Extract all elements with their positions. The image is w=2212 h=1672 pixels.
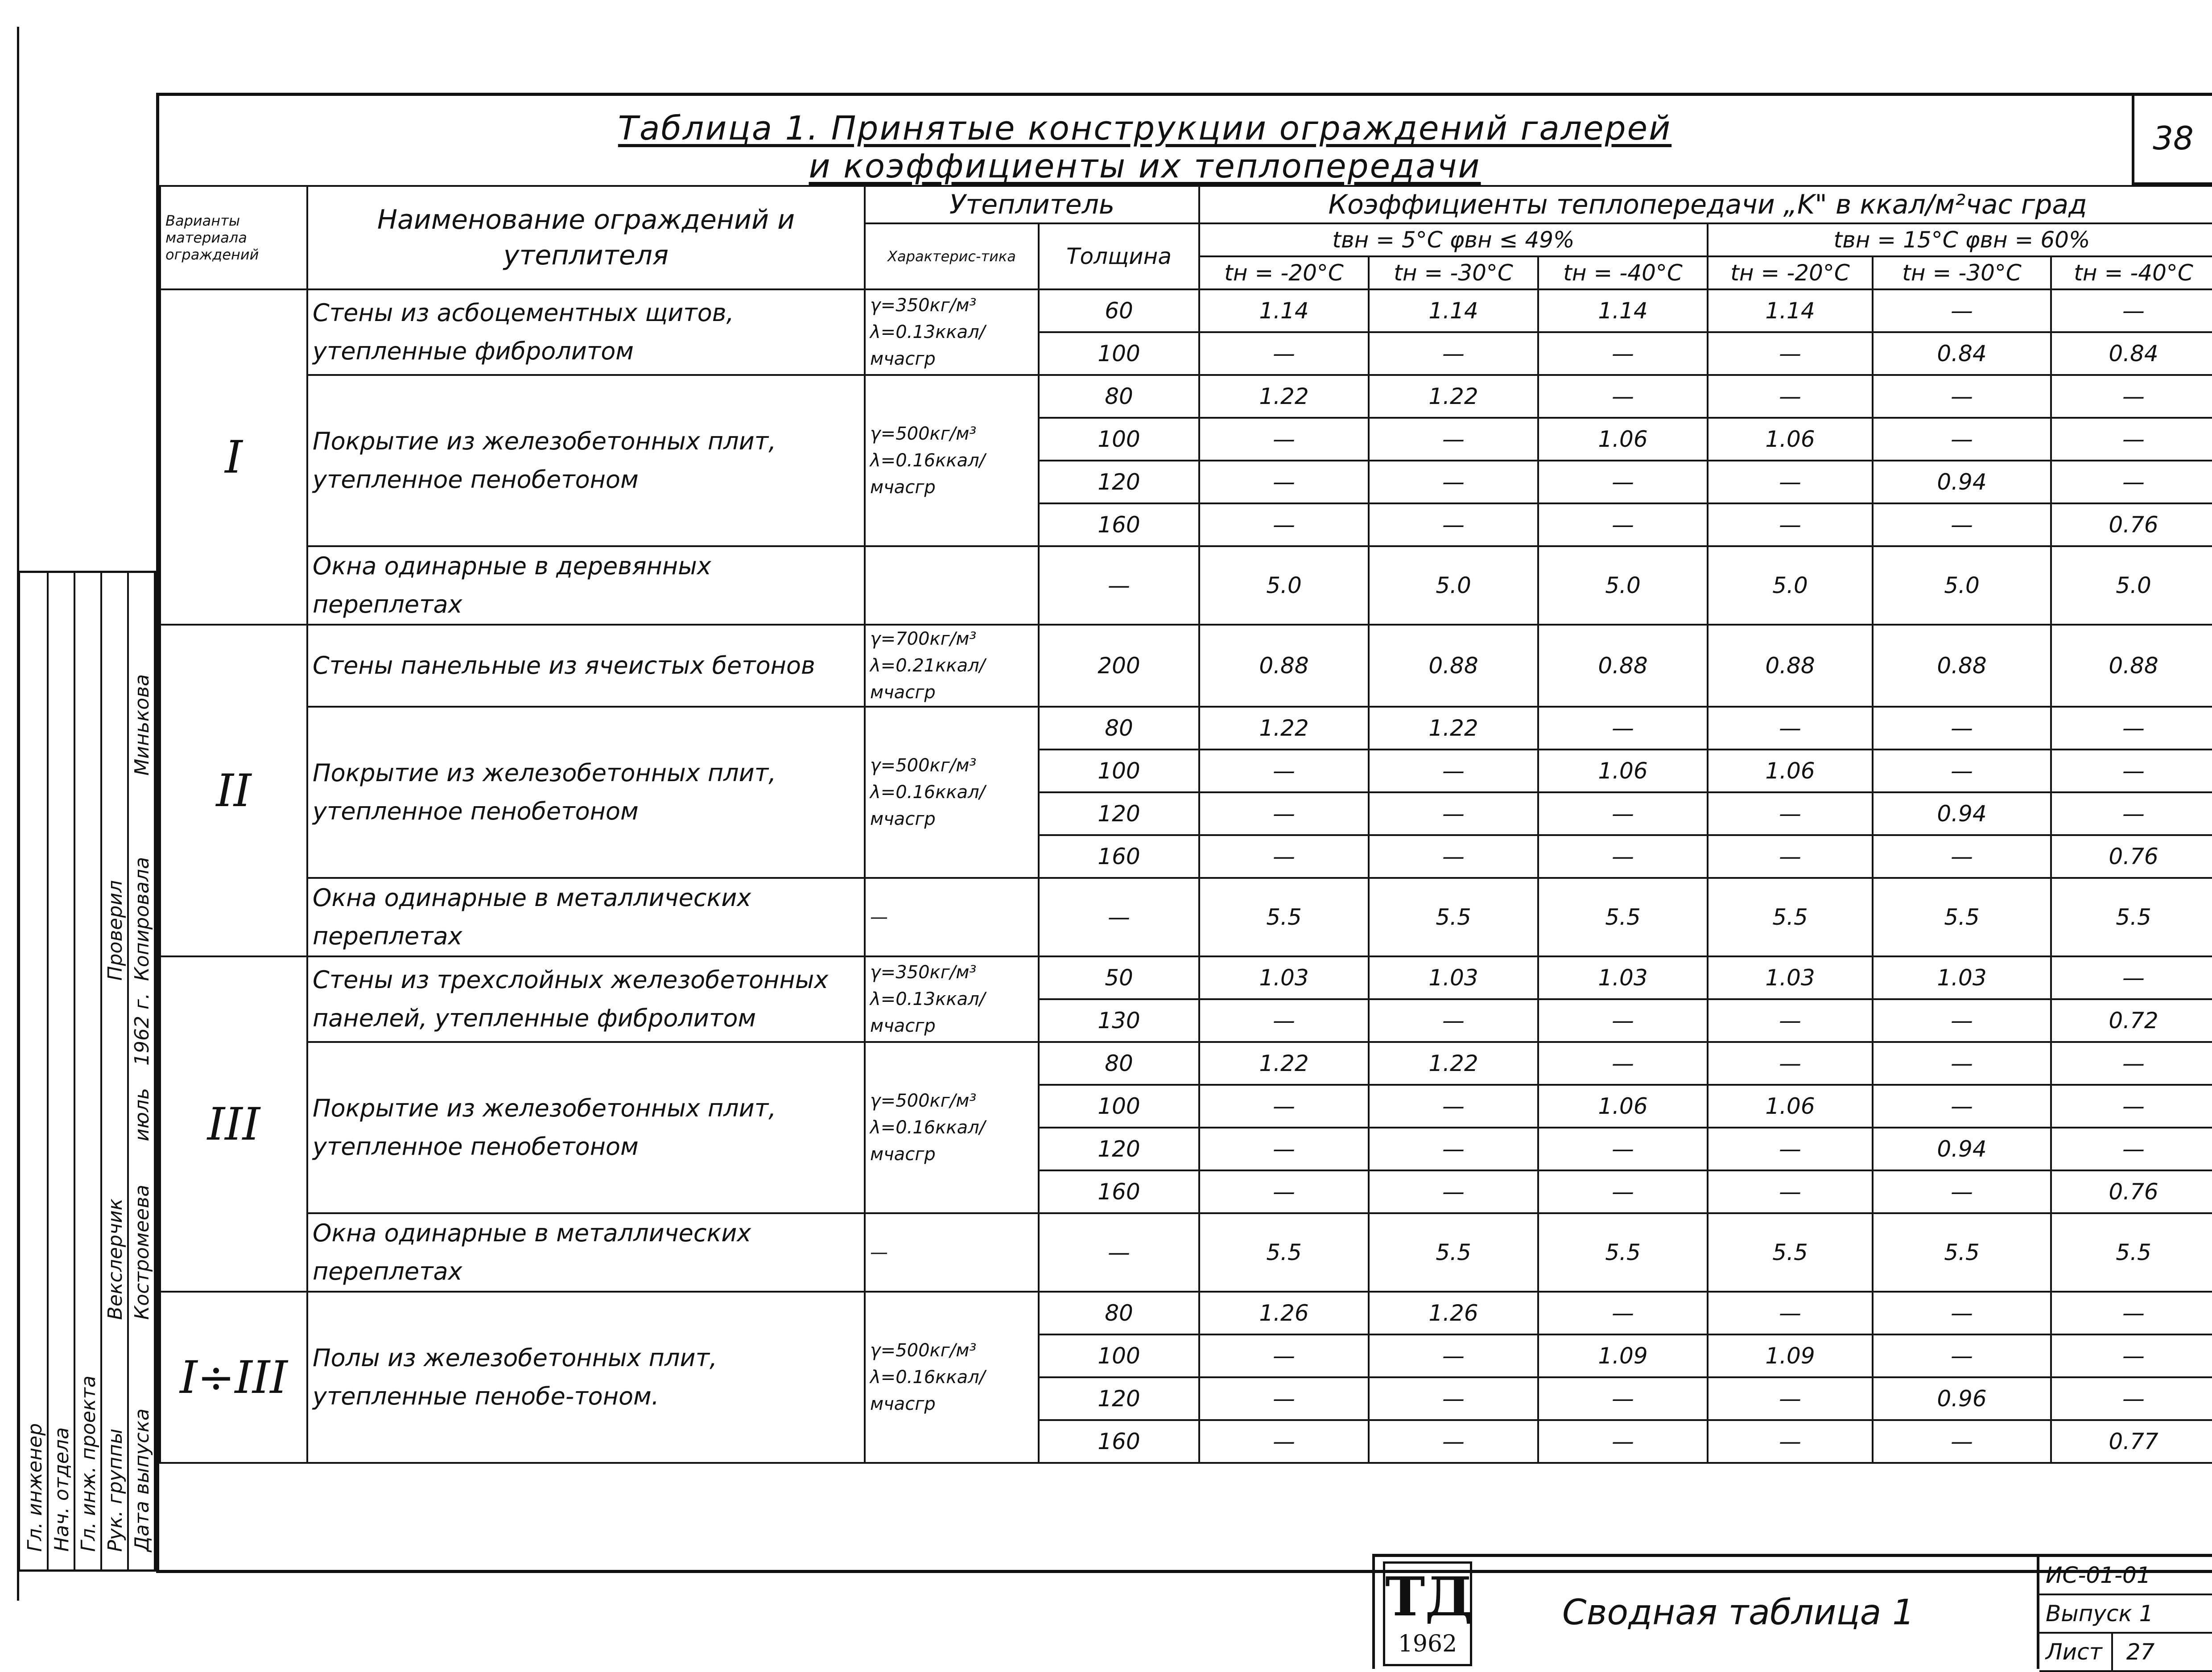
coefficient-cell: 1.14 bbox=[1538, 289, 1708, 332]
coefficient-cell: 0.76 bbox=[2051, 503, 2212, 546]
coefficient-cell: 1.14 bbox=[1708, 289, 1873, 332]
coefficient-cell: 0.84 bbox=[1873, 332, 2051, 375]
coefficient-cell: 5.0 bbox=[1369, 546, 1538, 625]
sidebar-extra-2: Копировала bbox=[131, 857, 153, 981]
coefficient-cell: — bbox=[2051, 418, 2212, 461]
thickness-cell: 120 bbox=[1039, 1377, 1199, 1420]
coefficient-cell: — bbox=[2051, 1042, 2212, 1085]
insulation-characteristic: — bbox=[865, 1213, 1039, 1292]
coefficient-cell: — bbox=[1708, 1170, 1873, 1213]
coefficient-cell: — bbox=[1199, 835, 1369, 878]
header-group-2: tвн = 15°C φвн = 60% bbox=[1708, 223, 2212, 256]
variant-cell: I÷III bbox=[160, 1292, 307, 1463]
construction-name: Стены из трехслойных железобетонных панелей, утепленные фибролитом bbox=[307, 956, 865, 1042]
header-temp-3: tн = -40°C bbox=[1538, 256, 1708, 289]
thickness-cell: 100 bbox=[1039, 1085, 1199, 1128]
coefficient-cell: — bbox=[1199, 1085, 1369, 1128]
coefficient-cell: 1.03 bbox=[1873, 956, 2051, 999]
coefficient-cell: — bbox=[2051, 1128, 2212, 1170]
coefficient-cell: 0.94 bbox=[1873, 461, 2051, 503]
header-variants: Варианты материала ограждений bbox=[160, 186, 307, 289]
thickness-cell: 100 bbox=[1039, 332, 1199, 375]
coefficient-cell: — bbox=[2051, 1334, 2212, 1377]
coefficient-cell: 5.5 bbox=[1538, 1213, 1708, 1292]
coefficient-cell: 1.22 bbox=[1199, 375, 1369, 418]
coefficient-cell: 1.22 bbox=[1199, 707, 1369, 750]
coefficient-cell: 5.0 bbox=[1873, 546, 2051, 625]
coefficient-cell: — bbox=[1199, 332, 1369, 375]
coefficient-cell: — bbox=[1873, 1085, 2051, 1128]
table-row bbox=[160, 546, 2212, 625]
coefficient-cell: 5.5 bbox=[1369, 1213, 1538, 1292]
coefficient-cell: — bbox=[1873, 1292, 2051, 1334]
coefficient-cell: — bbox=[1199, 1334, 1369, 1377]
insulation-characteristic: γ=500кг/м³ λ=0.16ккал/мчасгр bbox=[865, 375, 1039, 546]
construction-name: Окна одинарные в деревянных переплетах bbox=[307, 546, 865, 625]
construction-name: Окна одинарные в металлических переплетах bbox=[307, 878, 865, 956]
thickness-cell: 160 bbox=[1039, 1170, 1199, 1213]
coefficient-cell: — bbox=[1873, 418, 2051, 461]
coefficient-cell: — bbox=[1369, 461, 1538, 503]
coefficient-cell: 5.5 bbox=[1369, 878, 1538, 956]
header-characteristic: Характерис-тика bbox=[865, 223, 1039, 289]
coefficient-cell: 1.06 bbox=[1708, 750, 1873, 792]
coefficient-cell: 0.94 bbox=[1873, 1128, 2051, 1170]
coefficient-cell: — bbox=[1369, 1170, 1538, 1213]
drawing-sheet bbox=[156, 93, 2212, 1665]
coefficient-cell: 5.5 bbox=[1199, 878, 1369, 956]
table-row bbox=[160, 375, 2212, 418]
coefficient-cell: 1.26 bbox=[1369, 1292, 1538, 1334]
title-block-stamp bbox=[1372, 1554, 2212, 1669]
coefficient-cell: — bbox=[1369, 792, 1538, 835]
coefficient-cell: — bbox=[2051, 1085, 2212, 1128]
coefficient-cell: 5.5 bbox=[1538, 878, 1708, 956]
coefficient-cell: — bbox=[1199, 750, 1369, 792]
coefficient-cell: — bbox=[1369, 750, 1538, 792]
coefficient-cell: 1.03 bbox=[1538, 956, 1708, 999]
coefficient-cell: 5.0 bbox=[1538, 546, 1708, 625]
insulation-characteristic: γ=500кг/м³ λ=0.16ккал/мчасгр bbox=[865, 707, 1039, 878]
coefficient-cell: 0.88 bbox=[1708, 625, 1873, 707]
coefficient-cell: — bbox=[1538, 375, 1708, 418]
coefficient-cell: — bbox=[1199, 792, 1369, 835]
header-temp-2: tн = -30°C bbox=[1369, 256, 1538, 289]
coefficient-cell: — bbox=[1199, 503, 1369, 546]
thickness-cell: 80 bbox=[1039, 375, 1199, 418]
coefficient-cell: — bbox=[1538, 1420, 1708, 1463]
coefficient-cell: 5.5 bbox=[1199, 1213, 1369, 1292]
coefficient-cell: — bbox=[1708, 707, 1873, 750]
coefficient-cell: — bbox=[1369, 835, 1538, 878]
thickness-cell: 80 bbox=[1039, 1292, 1199, 1334]
coefficient-cell: 5.0 bbox=[2051, 546, 2212, 625]
coefficient-cell: — bbox=[2051, 750, 2212, 792]
header-temp-6: tн = -40°C bbox=[2051, 256, 2212, 289]
header-insulation: Утеплитель bbox=[865, 186, 1199, 223]
coefficient-cell: 0.88 bbox=[1873, 625, 2051, 707]
thickness-cell: 100 bbox=[1039, 1334, 1199, 1377]
coefficient-cell: — bbox=[1199, 1377, 1369, 1420]
coefficient-cell: — bbox=[1538, 835, 1708, 878]
coefficient-cell: — bbox=[1199, 418, 1369, 461]
coefficient-cell: — bbox=[1538, 1170, 1708, 1213]
sidebar-label-3: Гл. инж. проекта bbox=[77, 1375, 100, 1552]
sidebar-name-3: июль bbox=[131, 1088, 153, 1141]
insulation-characteristic: γ=500кг/м³ λ=0.16ккал/мчасгр bbox=[865, 1292, 1039, 1463]
coefficient-cell: — bbox=[1538, 792, 1708, 835]
header-thickness: Толщина bbox=[1039, 223, 1199, 289]
logo-year: 1962 bbox=[1398, 1631, 1457, 1657]
logo-mark: ТД bbox=[1385, 1565, 1473, 1628]
coefficient-cell: — bbox=[1538, 503, 1708, 546]
coefficient-cell: — bbox=[1538, 999, 1708, 1042]
table-row bbox=[160, 1213, 2212, 1292]
coefficient-cell: — bbox=[1369, 332, 1538, 375]
coefficient-cell: 5.5 bbox=[1873, 878, 2051, 956]
coefficient-cell: 1.14 bbox=[1199, 289, 1369, 332]
coefficient-cell: — bbox=[1538, 1377, 1708, 1420]
insulation-characteristic: γ=700кг/м³ λ=0.21ккал/мчасгр bbox=[865, 625, 1039, 707]
coefficient-cell: — bbox=[1199, 461, 1369, 503]
coefficient-cell: 1.03 bbox=[1199, 956, 1369, 999]
table-row bbox=[160, 878, 2212, 956]
table-row bbox=[160, 289, 2212, 332]
coefficient-cell: 5.0 bbox=[1708, 546, 1873, 625]
coefficient-cell: — bbox=[1873, 707, 2051, 750]
coefficient-cell: — bbox=[1369, 1128, 1538, 1170]
coefficient-cell: 0.76 bbox=[2051, 835, 2212, 878]
header-temp-4: tн = -20°C bbox=[1708, 256, 1873, 289]
coefficient-cell: 1.06 bbox=[1708, 1085, 1873, 1128]
coefficient-cell: 1.06 bbox=[1538, 750, 1708, 792]
coefficient-cell: 5.5 bbox=[2051, 878, 2212, 956]
coefficient-cell: — bbox=[1708, 835, 1873, 878]
coefficient-cell: 1.14 bbox=[1369, 289, 1538, 332]
coefficient-cell: — bbox=[1708, 1042, 1873, 1085]
coefficient-cell: — bbox=[1708, 503, 1873, 546]
thickness-cell: 100 bbox=[1039, 750, 1199, 792]
stamp-issue: Выпуск 1 bbox=[2039, 1595, 2212, 1634]
coefficient-cell: — bbox=[1199, 999, 1369, 1042]
insulation-characteristic: γ=350кг/м³ λ=0.13ккал/мчасгр bbox=[865, 956, 1039, 1042]
construction-name: Полы из железобетонных плит, утепленные пенобе-тоном. bbox=[307, 1292, 865, 1463]
coefficient-cell: 0.77 bbox=[2051, 1420, 2212, 1463]
construction-name: Стены из асбоцементных щитов, утепленные фибролитом bbox=[307, 289, 865, 375]
coefficient-cell: 0.72 bbox=[2051, 999, 2212, 1042]
construction-name: Покрытие из железобетонных плит, утепленное пенобетоном bbox=[307, 1042, 865, 1213]
coefficient-cell: — bbox=[2051, 289, 2212, 332]
coefficient-cell: — bbox=[1369, 1334, 1538, 1377]
thickness-cell: — bbox=[1039, 546, 1199, 625]
coefficient-cell: — bbox=[2051, 461, 2212, 503]
thickness-cell: 130 bbox=[1039, 999, 1199, 1042]
coefficient-cell: — bbox=[1708, 332, 1873, 375]
table-row bbox=[160, 1042, 2212, 1085]
construction-name: Покрытие из железобетонных плит, утепленное пенобетоном bbox=[307, 375, 865, 546]
insulation-characteristic: γ=350кг/м³ λ=0.13ккал/мчасгр bbox=[865, 289, 1039, 375]
table-row bbox=[160, 1292, 2212, 1334]
coefficient-cell: 1.09 bbox=[1708, 1334, 1873, 1377]
coefficient-cell: — bbox=[1369, 418, 1538, 461]
coefficient-cell: — bbox=[1873, 1334, 2051, 1377]
coefficient-cell: — bbox=[1538, 461, 1708, 503]
header-coefficients: Коэффициенты теплопередачи „K" в ккал/м²час град bbox=[1199, 186, 2212, 223]
coefficient-cell: — bbox=[1708, 375, 1873, 418]
thickness-cell: — bbox=[1039, 878, 1199, 956]
coefficient-cell: — bbox=[1708, 999, 1873, 1042]
coefficient-cell: — bbox=[1538, 1128, 1708, 1170]
coefficient-cell: — bbox=[1873, 750, 2051, 792]
coefficient-cell: — bbox=[1538, 707, 1708, 750]
thickness-cell: 200 bbox=[1039, 625, 1199, 707]
coefficient-cell: 0.88 bbox=[1538, 625, 1708, 707]
header-name: Наименование ограждений и утеплителя bbox=[307, 186, 865, 289]
coefficient-cell: 0.76 bbox=[2051, 1170, 2212, 1213]
coefficient-cell: — bbox=[1708, 792, 1873, 835]
coefficient-cell: — bbox=[1538, 1042, 1708, 1085]
coefficient-cell: — bbox=[2051, 1292, 2212, 1334]
sidebar-label-2: Нач. отдела bbox=[50, 1427, 73, 1552]
coefficient-cell: — bbox=[2051, 1377, 2212, 1420]
variant-cell: III bbox=[160, 956, 307, 1292]
coefficient-cell: — bbox=[1369, 1420, 1538, 1463]
thickness-cell: — bbox=[1039, 1213, 1199, 1292]
coefficient-cell: — bbox=[1873, 375, 2051, 418]
coefficient-cell: — bbox=[1369, 999, 1538, 1042]
coefficient-cell: — bbox=[1369, 503, 1538, 546]
table-row bbox=[160, 956, 2212, 999]
coefficient-cell: 0.96 bbox=[1873, 1377, 2051, 1420]
thickness-cell: 80 bbox=[1039, 707, 1199, 750]
insulation-characteristic: — bbox=[865, 878, 1039, 956]
coefficient-cell: 1.22 bbox=[1369, 707, 1538, 750]
stamp-sheet-number: 27 bbox=[2126, 1639, 2155, 1665]
thickness-cell: 120 bbox=[1039, 792, 1199, 835]
insulation-characteristic bbox=[865, 546, 1039, 625]
coefficient-cell: — bbox=[1538, 1292, 1708, 1334]
coefficient-cell: 0.88 bbox=[1369, 625, 1538, 707]
thickness-cell: 160 bbox=[1039, 835, 1199, 878]
coefficient-cell: — bbox=[1873, 1170, 2051, 1213]
coefficient-cell: — bbox=[1199, 1420, 1369, 1463]
coefficients-table bbox=[159, 185, 2212, 1464]
thickness-cell: 160 bbox=[1039, 503, 1199, 546]
signature-sidebar bbox=[18, 571, 156, 1572]
sidebar-extra-1: Проверил bbox=[104, 880, 127, 981]
coefficient-cell: — bbox=[1873, 1042, 2051, 1085]
sidebar-extra-3: Минькова bbox=[131, 674, 153, 776]
coefficient-cell: — bbox=[1708, 1377, 1873, 1420]
coefficient-cell: — bbox=[1873, 289, 2051, 332]
table-row bbox=[160, 707, 2212, 750]
coefficient-cell: 0.88 bbox=[1199, 625, 1369, 707]
coefficient-cell: 5.5 bbox=[2051, 1213, 2212, 1292]
coefficient-cell: 5.5 bbox=[1873, 1213, 2051, 1292]
page-number: 38 bbox=[2132, 96, 2212, 185]
coefficient-cell: — bbox=[1199, 1170, 1369, 1213]
coefficient-cell: 0.84 bbox=[2051, 332, 2212, 375]
coefficient-cell: — bbox=[1708, 461, 1873, 503]
thickness-cell: 50 bbox=[1039, 956, 1199, 999]
coefficient-cell: 1.06 bbox=[1708, 418, 1873, 461]
coefficient-cell: — bbox=[1873, 1420, 2051, 1463]
thickness-cell: 120 bbox=[1039, 1128, 1199, 1170]
sidebar-name-1: Векслерчик bbox=[104, 1198, 127, 1320]
coefficient-cell: 5.5 bbox=[1708, 878, 1873, 956]
coefficient-cell: — bbox=[2051, 792, 2212, 835]
title-line-2: и коэффициенты их теплопередачи bbox=[809, 147, 1481, 185]
sidebar-name-2: Костромеева bbox=[131, 1184, 153, 1320]
coefficient-cell: — bbox=[1369, 1085, 1538, 1128]
coefficient-cell: 1.06 bbox=[1538, 1085, 1708, 1128]
header-group-1: tвн = 5°C φвн ≤ 49% bbox=[1199, 223, 1708, 256]
coefficient-cell: — bbox=[1369, 1377, 1538, 1420]
sidebar-label-4: Рук. группы bbox=[104, 1428, 127, 1552]
stamp-title: Сводная таблица 1 bbox=[1562, 1593, 1915, 1633]
coefficient-cell: — bbox=[1873, 503, 2051, 546]
thickness-cell: 120 bbox=[1039, 461, 1199, 503]
coefficient-cell: — bbox=[1873, 999, 2051, 1042]
coefficient-cell: — bbox=[1873, 835, 2051, 878]
coefficient-cell: 1.03 bbox=[1708, 956, 1873, 999]
construction-name: Покрытие из железобетонных плит, утепленное пенобетоном bbox=[307, 707, 865, 878]
coefficient-cell: 1.22 bbox=[1369, 1042, 1538, 1085]
coefficient-cell: — bbox=[1708, 1420, 1873, 1463]
coefficient-cell: — bbox=[1199, 1128, 1369, 1170]
coefficient-cell: 1.22 bbox=[1199, 1042, 1369, 1085]
coefficient-cell: 1.26 bbox=[1199, 1292, 1369, 1334]
coefficient-cell: 5.0 bbox=[1199, 546, 1369, 625]
thickness-cell: 100 bbox=[1039, 418, 1199, 461]
stamp-codes bbox=[2037, 1557, 2212, 1669]
thickness-cell: 80 bbox=[1039, 1042, 1199, 1085]
coefficient-cell: 1.06 bbox=[1538, 418, 1708, 461]
coefficient-cell: — bbox=[1538, 332, 1708, 375]
variant-cell: II bbox=[160, 625, 307, 956]
insulation-characteristic: γ=500кг/м³ λ=0.16ккал/мчасгр bbox=[865, 1042, 1039, 1213]
stamp-sheet-label: Лист bbox=[2046, 1634, 2113, 1670]
coefficient-cell: — bbox=[1708, 1292, 1873, 1334]
sidebar-label-1: Гл. инженер bbox=[24, 1423, 46, 1552]
header-temp-5: tн = -30°C bbox=[1873, 256, 2051, 289]
coefficient-cell: — bbox=[1708, 1128, 1873, 1170]
variant-cell: I bbox=[160, 289, 307, 625]
sidebar-label-5: Дата выпуска bbox=[131, 1408, 153, 1552]
thickness-cell: 160 bbox=[1039, 1420, 1199, 1463]
coefficient-cell: 0.88 bbox=[2051, 625, 2212, 707]
coefficient-cell: — bbox=[2051, 707, 2212, 750]
table-row bbox=[160, 625, 2212, 707]
stamp-sheet bbox=[2039, 1634, 2212, 1672]
coefficient-cell: — bbox=[2051, 375, 2212, 418]
construction-name: Окна одинарные в металлических переплетах bbox=[307, 1213, 865, 1292]
stamp-code: ИС-01-01 bbox=[2039, 1557, 2212, 1595]
coefficient-cell: 5.5 bbox=[1708, 1213, 1873, 1292]
coefficient-cell: — bbox=[2051, 956, 2212, 999]
thickness-cell: 60 bbox=[1039, 289, 1199, 332]
coefficient-cell: 1.22 bbox=[1369, 375, 1538, 418]
coefficient-cell: 1.03 bbox=[1369, 956, 1538, 999]
sidebar-extra-4: 1962 г. bbox=[131, 992, 153, 1066]
construction-name: Стены панельные из ячеистых бетонов bbox=[307, 625, 865, 707]
header-temp-1: tн = -20°C bbox=[1199, 256, 1369, 289]
title-line-1: Таблица 1. Принятые конструкции ограждений галерей bbox=[618, 109, 1672, 148]
coefficient-cell: 0.94 bbox=[1873, 792, 2051, 835]
coefficient-cell: 1.09 bbox=[1538, 1334, 1708, 1377]
organization-logo bbox=[1383, 1561, 1472, 1666]
